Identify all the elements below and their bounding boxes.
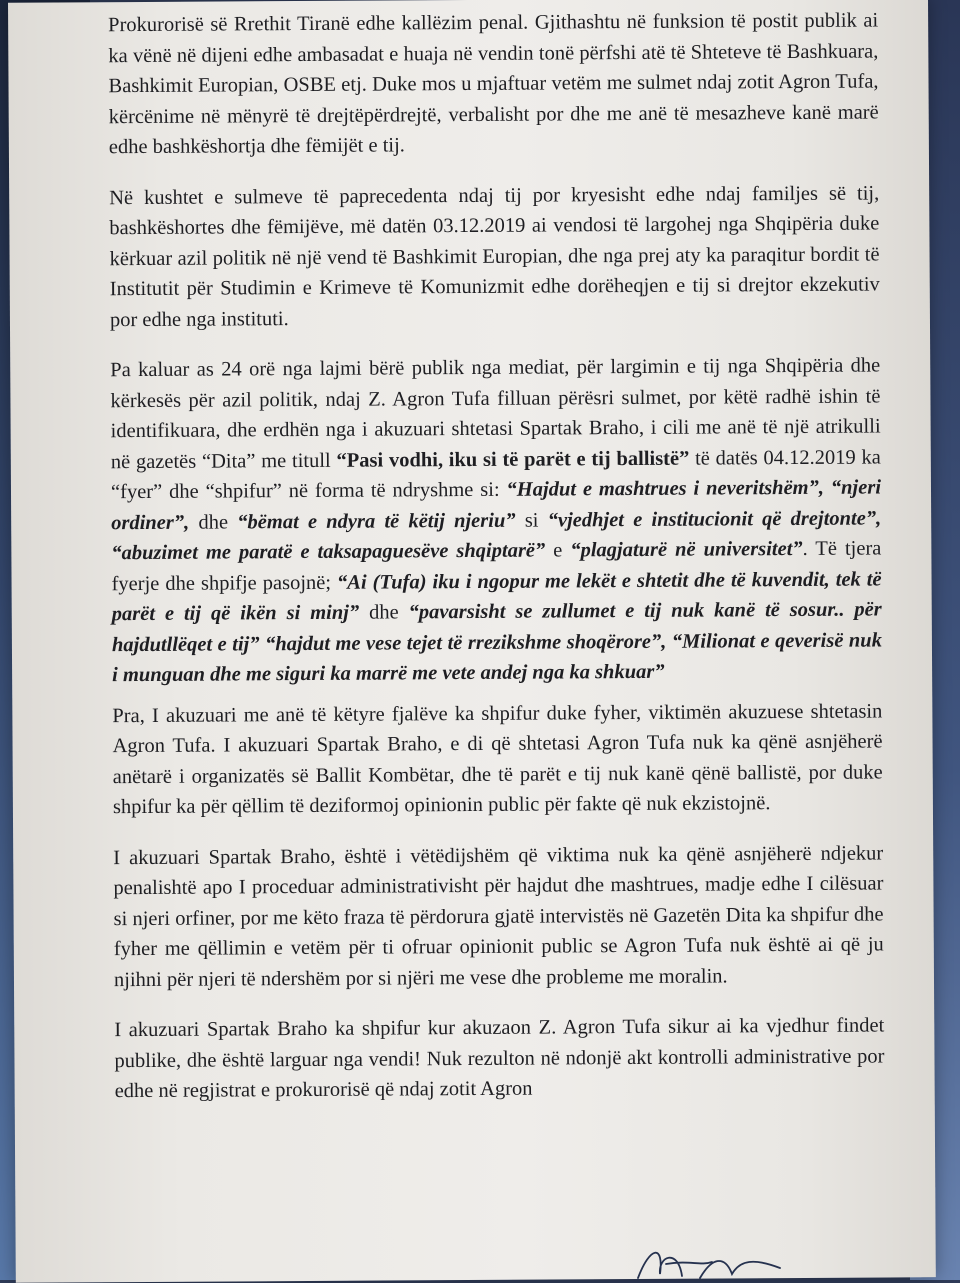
quoted-insult: “plagjaturë në universitet” [570,537,803,562]
paragraph-text: të datës 04.12.2019 ka “fyer” dhe “shpifur” në forma të ndryshme si: [110,445,881,504]
quoted-insult: “bëmat e ndyra të këtij njeriu” [237,509,516,533]
paragraph-5 [113,838,884,995]
paragraph-text: e [545,539,571,562]
quoted-insult: “Ai (Tufa) iku i ngopur me lekët e shtetit dhe të kuvendit, tek të parët e tij që ikën si minj” [111,567,882,626]
paragraph-text: Prokurorisë së Rrethit Tiranë edhe kallëzim penal. Gjithashtu në funksion të postit publik ai ka vënë në dijeni edhe ambasadat e huaja në vendin tonë përfshi atë të Shteteve të Bashkuara, Bashkimit Europian, OSBE etj. Duke mos u mjaftuar vetëm me sulmet ndaj zotit Agron Tufa, kërcënime në mënyrë të drejtëpërdrejtë, verbalisht por dhe me anë të mesazheve kanë marë edhe bashkëshortja dhe fëmijët e tij. [108,9,879,159]
paragraph-text: dhe [359,601,409,624]
paragraph-1 [108,5,879,162]
paragraph-text: . Të tjera fyerje dhe shpifje pasojnë; [111,537,882,595]
quoted-insult: “pavarsisht se zullumet e tij nuk kanë të sosur.. për hajdutllëqet e tij” “hajdut me vese tejet të rrezikshme shoqërore”, “Milionat e qeverisë nuk i munguan dhe me siguri ka marrë me vete andej nga ka shkuar” [111,598,882,687]
paragraph-text: Në kushtet e sulmeve të paprecedenta ndaj tij por kryesisht edhe ndaj familjes së tij, bashkëshortes dhe fëmijëve, më datën 03.12.2019 ai vendosi të largohej nga Shqipëria duke kërkuar azil politik në një vend të Bashkimit Europian, dhe nga prej aty ka paraqitur bordit të Institutit për Studimin e Krimeve të Komunizmit edhe dorëheqjen e tij si drejtor ekzekutiv por edhe nga instituti. [109,181,880,331]
quoted-insult: “Hajdut e mashtrues i neveritshëm”, “njeri ordiner”, [111,476,882,534]
paragraph-text: I akuzuari Spartak Braho ka shpifur kur akuzaon Z. Agron Tufa sikur ai ka vjedhur findet publike, dhe është larguar nga vendi! Nuk rezulton në ndonjë akt kontrolli administrative por edhe në regjistrat e prokurorisë që ndaj zotit Agron [114,1014,885,1103]
paragraph-text: I akuzuari Spartak Braho, është i vëtëdijshëm që viktima nuk ka qënë asnjëherë ndjekur penalishtë apo I proceduar administrativisht për hajdut dhe mashtrues, madje edhe I cilësuar si njeri orfiner, por me këto fraza të përdorura gjatë intervistës në Gazetën Dita ka shpifur dhe fyher me qëllimin e vetëm për ti ofruar opinionit public se Agron Tufa nuk është ai që ju njihni për njeri të ndershëm por si njëri me vese dhe probleme me moralin. [113,841,884,991]
handwritten-signature [630,1238,790,1280]
quoted-insult: “vjedhjet e institucionit që drejtonte”, “abuzimet me paratë e taksapaguesëve shqiptarë” [111,506,882,565]
paragraph-2 [109,178,880,335]
paragraph-4 [112,696,883,823]
paragraph-text: si [515,509,548,532]
paragraph-3 [110,350,882,690]
paragraph-text: Pra, I akuzuari me anë të këtyre fjalëve ka shpifur duke fyher, viktimën akuzuese shtetasin Agron Tufa. I akuzuari Spartak Braho, e di që shtetasi Agron Tufa nuk ka qënë asnjëherë anëtarë i organizatës së Ballit Kombëtar, dhe të parët e tij nuk kanë qënë ballistë, por duke shpifur ka për qëllim të deziformoj opinionin public për fakte që nuk ekzistojnë. [112,699,883,819]
paragraph-6 [114,1010,885,1106]
paragraph-text: Pa kaluar as 24 orë nga lajmi bërë publik nga mediat, për largimin e tij nga Shqipëria dhe kërkesës për azil politik, ndaj Z. Agron Tufa filluan përësri sulmet, por këtë radhë ishin të identifikuara, dhe erdhën nga i akuzuari shtetasi Spartak Braho, i cili me anë të një atrikulli në gazetës “Dita” me titull [110,354,881,473]
document-body [108,5,885,1126]
document-page [8,0,936,1283]
article-title-quote: “Pasi vodhi, iku si të parët e tij ballistë” [336,447,690,472]
paragraph-text: dhe [189,510,238,534]
